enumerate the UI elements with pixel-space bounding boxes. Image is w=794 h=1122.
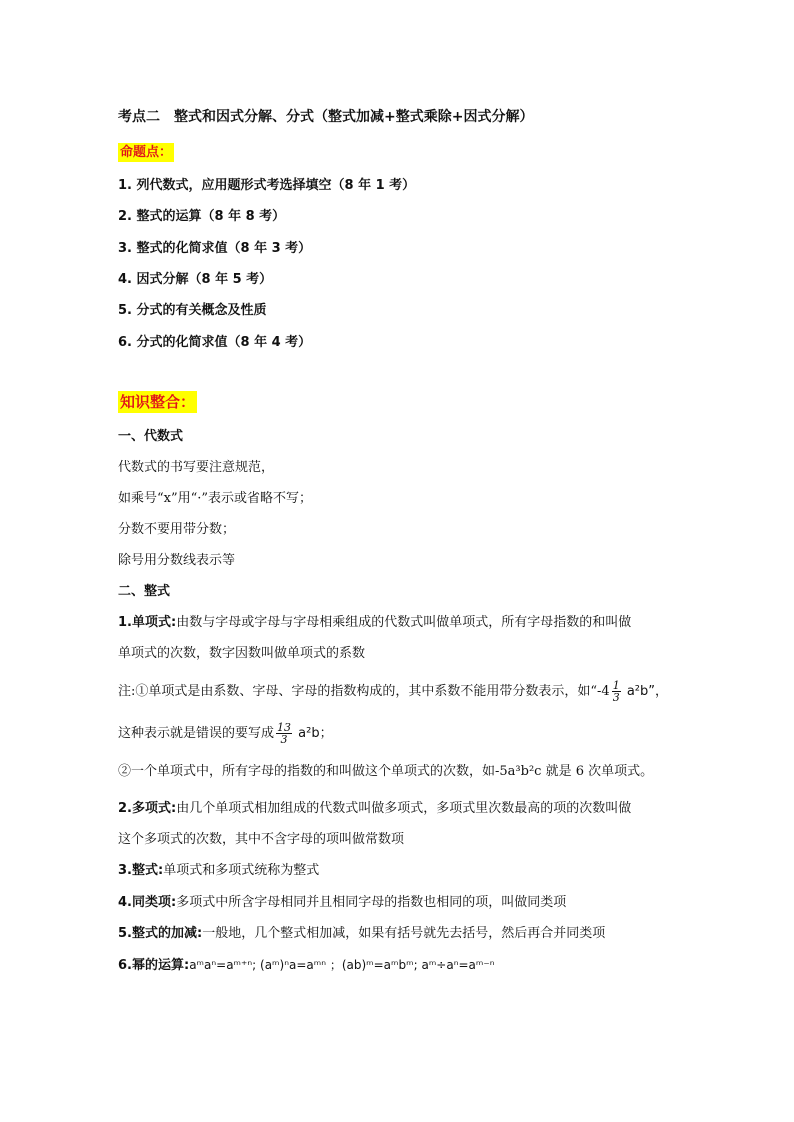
definition-label: 4.同类项: — [118, 895, 177, 910]
list-item: 2. 整式的运算（8 年 8 考） — [118, 209, 286, 224]
definition-monomial — [118, 614, 631, 632]
definition-text: 单项式和多项式统称为整式 — [163, 863, 320, 878]
part-title-algebraic-expression: 一、代数式 — [118, 429, 184, 444]
definition-text: 一般地，几个整式相加减，如果有括号就先去括号，然后再合并同类项 — [202, 926, 606, 941]
note-text: a²b”， — [622, 684, 669, 699]
definition-continuation: 这个多项式的次数，其中不含字母的项叫做常数项 — [118, 832, 405, 847]
definition-add-subtract — [118, 925, 605, 943]
definition-text: 由数与字母或字母与字母相乘组成的代数式叫做单项式，所有字母指数的和叫做 — [176, 615, 632, 630]
improper-fraction — [276, 722, 292, 745]
definition-label: 2.多项式: — [118, 801, 177, 816]
note-text: 注:①单项式是由系数、字母、字母的指数构成的，其中系数不能用带分数表示，如“-4 — [118, 684, 610, 699]
list-item: 1. 列代数式，应用题形式考选择填空（8 年 1 考） — [118, 178, 416, 193]
paragraph-line: 代数式的书写要注意规范， — [118, 460, 275, 475]
note-line-3: ②一个单项式中，所有字母的指数的和叫做这个单项式的次数，如-5a³b²c 就是 6 次单项式。 — [118, 764, 654, 779]
paragraph-line: 除号用分数线表示等 — [118, 553, 236, 568]
list-item: 5. 分式的有关概念及性质 — [118, 303, 267, 318]
document-title: 考点二 整式和因式分解、分式（整式加减+整式乘除+因式分解） — [118, 109, 534, 125]
definition-continuation: 单项式的次数，数字因数叫做单项式的系数 — [118, 646, 366, 661]
definition-polynomial — [118, 800, 631, 818]
section-heading-knowledge — [118, 393, 197, 411]
list-item: 6. 分式的化简求值（8 年 4 考） — [118, 335, 312, 350]
section-heading-topics — [118, 144, 174, 162]
definition-like-terms — [118, 894, 566, 912]
note-line-2 — [118, 722, 333, 745]
mixed-fraction — [612, 680, 621, 703]
topics-heading-highlight: 命题点： — [120, 145, 173, 160]
definition-label: 1.单项式: — [118, 615, 177, 630]
definition-power-rules — [118, 956, 495, 975]
definition-text: 由几个单项式相加组成的代数式叫做多项式，多项式里次数最高的项的次数叫做 — [176, 801, 632, 816]
fraction-denominator: 3 — [612, 691, 620, 704]
definition-label: 5.整式的加减: — [118, 926, 203, 941]
definition-text: 多项式中所含字母相同并且相同字母的指数也相同的项，叫做同类项 — [176, 895, 567, 910]
knowledge-heading-highlight: 知识整合： — [120, 393, 196, 411]
part-title-polynomial: 二、整式 — [118, 584, 171, 599]
fraction-denominator: 3 — [280, 733, 288, 746]
definition-label: 3.整式: — [118, 863, 164, 878]
list-item: 3. 整式的化简求值（8 年 3 考） — [118, 241, 312, 256]
definition-label: 6.幂的运算: — [118, 958, 190, 973]
note-text: 这种表示就是错误的要写成 — [118, 726, 275, 741]
fraction-numerator: 13 — [277, 721, 292, 734]
definition-integral-expression — [118, 862, 319, 880]
definition-text: aᵐaⁿ=aᵐ⁺ⁿ; (aᵐ)ⁿa=aᵐⁿ ；(ab)ᵐ=aᵐbᵐ; aᵐ÷aⁿ=aᵐ⁻ⁿ — [189, 958, 495, 972]
list-item: 4. 因式分解（8 年 5 考） — [118, 272, 273, 287]
fraction-numerator: 1 — [612, 679, 620, 692]
note-text: a²b； — [294, 726, 333, 741]
note-line-1 — [118, 680, 668, 703]
paragraph-line: 分数不要用带分数； — [118, 522, 236, 537]
paragraph-line: 如乘号“x”用“·”表示或省略不写； — [118, 491, 313, 506]
